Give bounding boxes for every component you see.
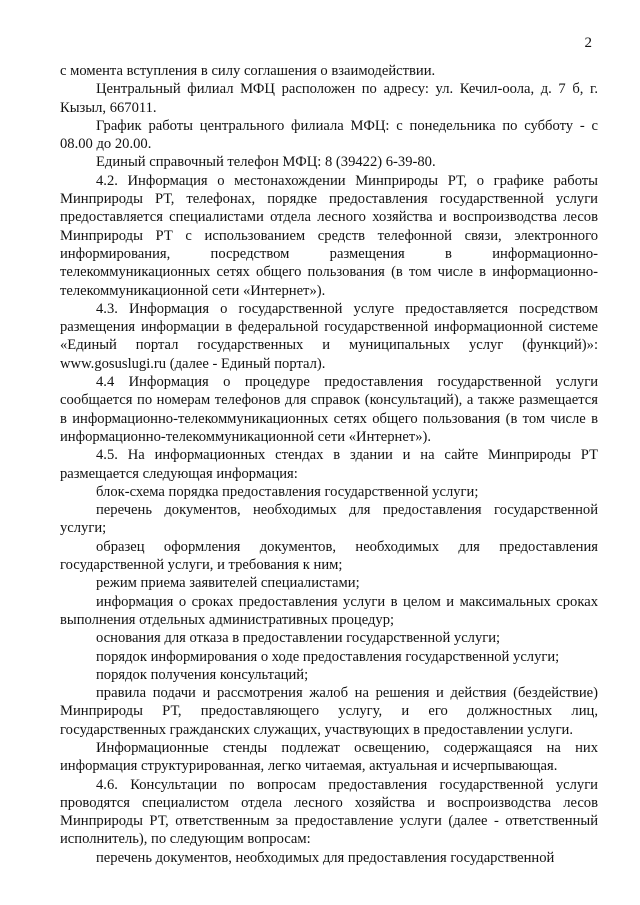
list-item-progress-info: порядок информирования о ходе предоставления государственной услуги;: [96, 648, 560, 665]
list-item-deadlines: информация о сроках предоставления услуги в целом и максимальных сроках выполнения отдельных административных процедур;: [60, 593, 598, 628]
list-item-complaint-rules: правила подачи и рассмотрения жалоб на решения и действия (бездействие) Минприроды РТ, предоставляющего услугу, и его должностных лиц, государственных гражданских служащих, участвующих в предоставлении услуги.: [60, 685, 598, 738]
paragraph-info-stands: Информационные стенды подлежат освещению, содержащаяся на них информация структурированная, легко читаемая, актуальная и исчерпывающая.: [60, 739, 598, 775]
list-item-refusal-grounds: основания для отказа в предоставлении государственной услуги;: [96, 630, 501, 647]
paragraph-4-4: 4.4 Информация о процедуре предоставления государственной услуги сообщается по номерам телефонов для справок (консультаций), а также размещается в информационно-телекоммуникационных сетях общего пользования (в том числе в информационно-телекоммуникационной сети «Интернет»).: [60, 374, 598, 445]
list-item-reception-hours: режим приема заявителей специалистами;: [96, 575, 360, 592]
paragraph-continuation: с момента вступления в силу соглашения о взаимодействии.: [60, 63, 436, 79]
paragraph-mfc-schedule: График работы центрального филиала МФЦ: с понедельника по субботу - с 08.00 до 20.00.: [60, 117, 598, 153]
list-item-flowchart: блок-схема порядка предоставления государственной услуги;: [96, 483, 479, 500]
page-number: 2: [584, 35, 592, 51]
paragraph-mfc-address: Центральный филиал МФЦ расположен по адресу: ул. Кечил-оола, д. 7 б, г. Кызыл, 667011.: [60, 81, 598, 116]
paragraph-continued: перечень документов, необходимых для предоставления государственной: [96, 849, 555, 866]
paragraph-4-6: 4.6. Консультации по вопросам предоставления государственной услуги проводятся специалистом отдела лесного хозяйства и воспроизводства лесов Минприроды РТ, ответственным за предоставление услуги (далее - ответственный исполнитель), по следующим вопросам:: [60, 776, 598, 848]
paragraph-mfc-phone: Единый справочный телефон МФЦ: 8 (39422) 6-39-80.: [96, 154, 436, 171]
list-item-documents: перечень документов, необходимых для предоставления государственной услуги;: [60, 502, 598, 537]
paragraph-4-3: 4.3. Информация о государственной услуге предоставляется посредством размещения информации в федеральной государственной информационной системе «Единый портал государственных и муниципальных услуг (функций)»: www.gosuslugi.ru (далее - Единый портал).: [60, 300, 598, 372]
paragraph-4-5: 4.5. На информационных стендах в здании и на сайте Минприроды РТ размещается следующая информация:: [60, 447, 598, 482]
paragraph-4-2: 4.2. Информация о местонахождении Минприроды РТ, о графике работы Минприроды РТ, телефонах, порядке предоставления государственной услуги предоставляется специалистами отдела лесного хозяйства и воспроизводства лесов Минприроды РТ с использованием средств телефонной связи, электронного информирования, посредством размещения в информационно-телекоммуникационных сетях общего пользования (в том числе в информационно-телекоммуникационной сети «Интернет»).: [60, 172, 598, 299]
document-body: [60, 62, 598, 867]
list-item-sample-forms: образец оформления документов, необходимых для предоставления государственной услуги, и требования к ним;: [60, 538, 598, 574]
list-item-consultations: порядок получения консультаций;: [96, 666, 309, 683]
